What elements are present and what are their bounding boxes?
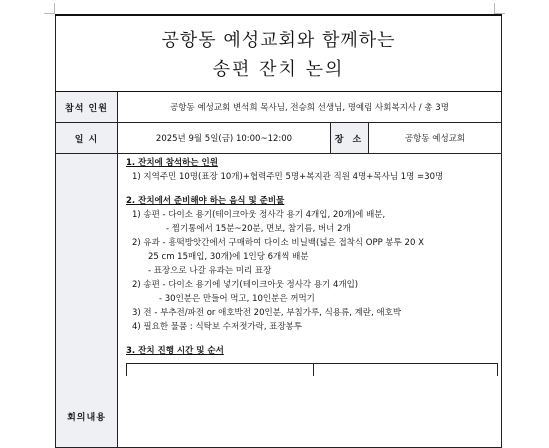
section2-line-4: 25 cm 15매입, 30개)에 1인당 6개씩 배분 [148,252,309,262]
document-title: 공항동 예성교회와 함께하는 [161,30,396,51]
place-label: 장 소 [331,123,369,154]
section1-line-1: 1) 지역주민 10명(표장 10개)+협력주민 5명+복지관 직원 4명+목사님 1명 =30명 [132,172,444,182]
section2-line-3: 2) 유과 - 흥떡방앗간에서 구매하여 다이소 비닐백(넓은 접착식 OPP 봉투 20 X [132,238,424,248]
date-label: 일 시 [56,123,118,154]
title-cell [56,15,502,92]
section3-title: 3. 잔치 진행 시간 및 순서 [126,346,224,356]
place-value: 공항동 예성교회 [369,123,502,154]
date-value: 2025년 9월 5일(금) 10:00~12:00 [118,123,331,154]
section2-line-7: - 30인분은 만들어 먹고, 10인분은 꺼먹기 [159,294,315,304]
content-label: 회의내용 [56,154,118,448]
section2-line-6: 2) 송편 - 다이소 용기에 넣기(테이크아웃 정사각 용기 4개입) [132,280,359,290]
section2-title: 2. 잔치에서 준비해야 하는 음식 및 준비물 [126,196,285,206]
section2-line-1: 1) 송편 - 다이소 용기(테이크아웃 정사각 용기 4개입, 20개)에 배분, [132,210,386,220]
section2-line-5: - 표장으로 나갈 유과는 미리 표장 [148,266,272,276]
schedule-subtable [126,363,498,376]
section2-line-2: - 찜기통에서 15분~20분, 면보, 참기름, 버너 2개 [166,224,351,234]
section1-title: 1. 잔치에 참석하는 인원 [126,158,218,168]
crop-mark-top-left [44,3,55,14]
document-subtitle: 송편 잔치 논의 [212,59,345,80]
crop-mark-top-right [494,3,505,14]
minutes-table [55,14,502,448]
section2-line-9: 4) 필요한 물품 : 식탁보 수저젓가락, 표장봉투 [132,322,303,332]
schedule-subtable-divider [313,364,314,376]
attendees-label: 참석 인원 [56,92,118,123]
attendees-value: 공항동 예성교회 변석희 목사님, 전승희 선생님, 명예림 사회복지사 / 총 3명 [118,92,502,123]
section2-line-8: 3) 전 - 부추전/파전 or 애호박전 20인분, 부침가루, 식용류, 계란, 애호박 [132,308,402,318]
content-cell [118,154,502,448]
